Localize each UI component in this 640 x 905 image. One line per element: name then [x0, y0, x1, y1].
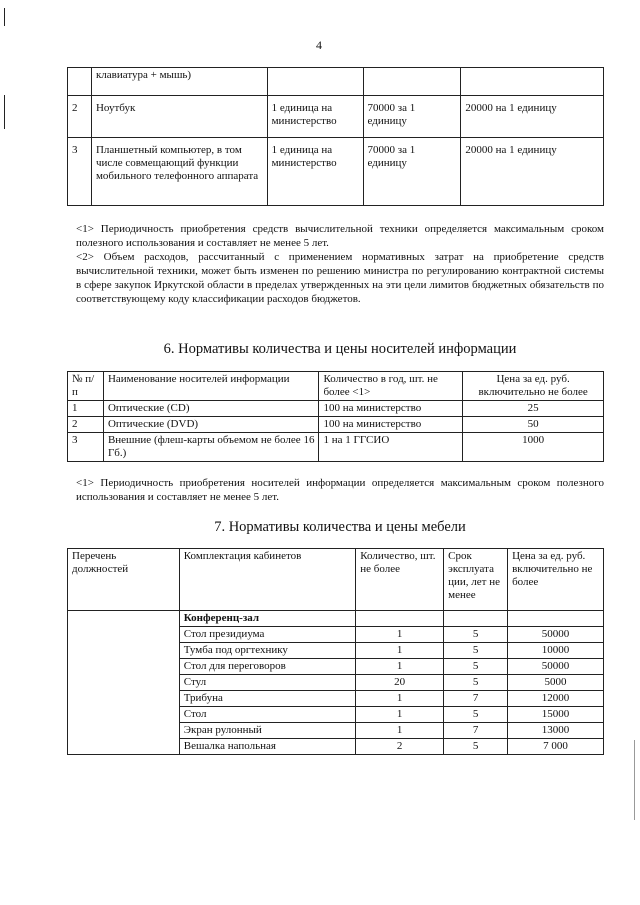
media-table — [67, 371, 604, 462]
footnote-1: <1> Периодичность приобретения носителей информации определяется максимальным сроком полезного использования и составляет не менее 5 лет. — [76, 477, 604, 503]
table-row: 3 Внешние (флеш-карты объемом не более 16 Гб.) 1 на 1 ГГСИО 1000 — [68, 433, 604, 462]
section-6-title: 6. Нормативы количества и цены носителей информации — [163, 341, 517, 357]
table-row: 2 Ноутбук 1 единица на министерство 70000 за 1 единицу 20000 на 1 единицу — [68, 96, 604, 138]
item-name: Планшетный компьютер, в том числе совмещающий функции мобильного телефонного аппарата — [91, 138, 267, 206]
computer-equipment-table — [67, 67, 604, 206]
scan-edge-mark — [4, 95, 5, 129]
section-7-title: 7. Нормативы количества и цены мебели — [214, 519, 466, 535]
table-row: Стол 1 5 15000 — [68, 707, 604, 723]
table-row: 2 Оптические (DVD) 100 на министерство 50 — [68, 417, 604, 433]
footnote-2: <2> Объем расходов, рассчитанный с применением нормативных затрат на приобретение средств вычислительной техники, может быть изменен по решению министра по регулированию контрактной системы в сфере закупок Иркутской области в пределах утвержденных на эти цели лимитов бюджетных обязательств по соответствующему коду классификации расходов бюджетов. — [76, 251, 604, 305]
table-row — [68, 68, 604, 96]
table-header-row: Перечень должностей Комплектация кабинетов Количество, шт. не более Срок эксплуата ции, лет не менее Цена за ед. руб. включительно не более — [68, 549, 604, 611]
table-row — [68, 611, 604, 627]
scan-edge-mark — [4, 8, 5, 26]
footnote-1: <1> Периодичность приобретения средств вычислительной техники определяется максимальным сроком полезного использования и составляет не менее 5 лет. — [76, 223, 604, 249]
table-row: Стул 20 5 5000 — [68, 675, 604, 691]
footnotes-block — [76, 222, 604, 306]
table-row: Экран рулонный 1 7 13000 — [68, 723, 604, 739]
table-row: Стол президиума 1 5 50000 — [68, 627, 604, 643]
table-row: Тумба под оргтехнику 1 5 10000 — [68, 643, 604, 659]
table-row: Вешалка напольная 2 5 7 000 — [68, 739, 604, 755]
table-row: 1 Оптические (CD) 100 на министерство 25 — [68, 401, 604, 417]
table-row: Стол для переговоров 1 5 50000 — [68, 659, 604, 675]
footnotes-block — [76, 476, 604, 504]
group-label: Конференц-зал — [183, 612, 260, 624]
table-row: Трибуна 1 7 12000 — [68, 691, 604, 707]
scan-edge-mark — [634, 740, 635, 820]
page-number: 4 — [316, 38, 322, 52]
item-name: Ноутбук — [91, 96, 267, 138]
table-header-row: № п/п Наименование носителей информации Количество в год, шт. не более <1> Цена за ед. руб. включительно не более — [68, 372, 604, 401]
item-name: клавиатура + мышь) — [91, 68, 267, 96]
table-row: 3 Планшетный компьютер, в том числе совмещающий функции мобильного телефонного аппарата 1 единица на министерство 70000 за 1 единицу 20000 на 1 единицу — [68, 138, 604, 206]
furniture-table — [67, 548, 604, 755]
